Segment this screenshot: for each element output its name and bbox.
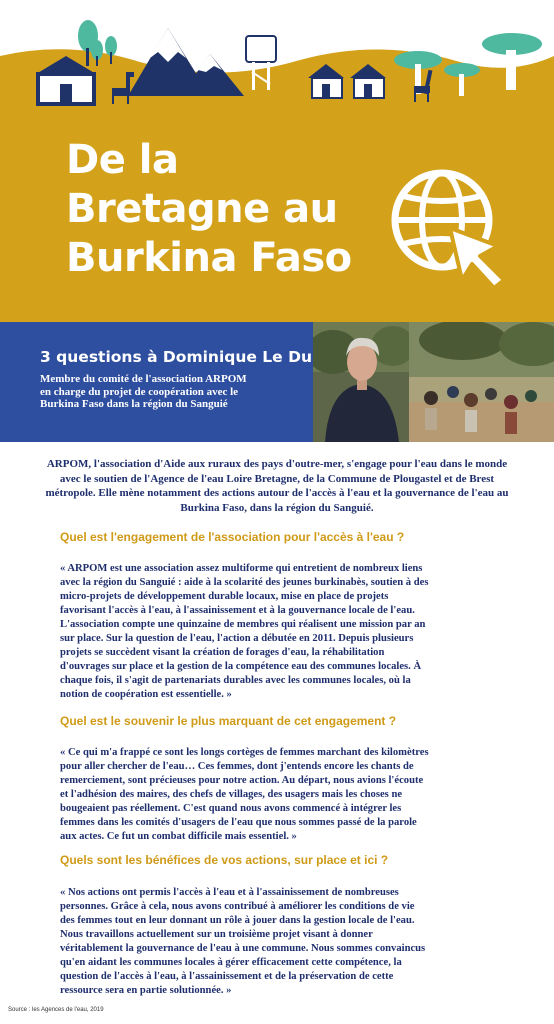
description-line: Burkina Faso dans la région du Sanguié [40,398,228,410]
answer-line: projets se succèdent visant la création de forages d'eau, la réhabilitation [60,647,385,658]
answer-line: « ARPOM est une association assez multiforme qui entretient de nombreux liens [60,563,423,574]
title-line: De la [66,137,179,183]
answer-line: d'ouvrages sur place et la gestion de la compétence eau des communes locales. À [60,661,422,672]
answer-line: sur place. Sur la question de l'eau, l'action a débutée en 2011. Depuis plusieurs [60,633,414,644]
answer-line: et l'adhésion des maires, des chefs de villages, des usagers mais les choses ne [60,789,403,800]
portrait-photo [313,322,415,442]
question-heading: Quel est l'engagement de l'association pour l'accès à l'eau ? [60,530,405,544]
answer-line: L'association compte une quinzaine de membres qui réalisent une mission par an [60,619,426,630]
answer-line: véritablement la gouvernance de l'eau à une commune. Nous sommes convaincus [60,943,426,954]
answer-line: Nous travaillons actuellement sur un troisième projet visant à donner [60,929,373,940]
intro-line: avec le soutien de l'Agence de l'eau Loire Bretagne, de la Commune de Plougastel et de Brest [59,472,495,485]
description-line: Membre du comité de l'association ARPOM [40,373,247,385]
title-line: Burkina Faso [66,235,352,281]
answer-line: ressource sera en partie solutionnée. » [60,985,232,996]
globe-cursor-icon [388,166,512,290]
intro-paragraph [24,457,530,515]
intro-line: métropole. Elle mène notamment des actions autour de l'accès à l'eau et la gouvernance de l'eau au [45,487,509,499]
answer-line: question de l'accès à l'eau, à l'assainissement et de la préservation de cette [60,971,394,982]
interview-band [0,322,313,442]
answer-line: qu'en aidant les communes locales à gérer efficacement cette compétence, la [60,957,402,968]
interview-title: 3 questions à Dominique Le Du [40,348,312,366]
answer-paragraph [60,746,540,844]
header-banner [0,0,554,322]
answer-line: remerciement, sont précieuses pour notre action. Au départ, nous avions l'écoute [60,775,424,786]
page-title [66,136,366,283]
answer-line: bougeaient pas réellement. C'est quand nous avons commencé à intégrer les [60,803,402,814]
answer-line: avec la région du Sanguié : aide à la scolarité des jeunes burkinabès, soutien à des [60,577,429,588]
intro-line: ARPOM, l'association d'Aide aux ruraux des pays d'outre-mer, s'engage pour l'eau dans le monde [46,458,508,470]
interviewee-description [40,373,305,411]
source-note: Source : les Agences de l'eau, 2019 [8,1007,104,1013]
answer-line: personnes. Grâce à cela, nous avons contribué à améliorer les conditions de vie [60,901,415,912]
answer-line: aux actes. Ce fut un combat difficile mais essentiel. » [60,831,297,842]
answer-line: notion de coopération est essentielle. » [60,689,232,700]
answer-paragraph [60,562,540,702]
photo-strip [313,322,554,442]
intro-line: Burkina Faso, dans la région du Sanguié. [180,501,374,514]
description-line: en charge du projet de coopération avec le [40,385,239,398]
answer-line: femmes dans les comités d'usagers de l'eau que nous sommes passé de la parole [60,817,417,828]
title-line: Bretagne au [66,186,338,232]
question-heading: Quels sont les bénéfices de vos actions, sur place et ici ? [60,853,389,867]
answer-line: « Nos actions ont permis l'accès à l'eau et à l'assainissement de nombreuses [60,887,399,898]
mountain-icon [128,28,244,96]
answer-line: micro-projets de développement durable locaux, mise en place de projets [60,591,389,602]
question-heading: Quel est le souvenir le plus marquant de cet engagement ? [60,714,397,728]
answer-line: « Ce qui m'a frappé ce sont les longs cortèges de femmes marchant des kilomètres [60,747,429,758]
answer-paragraph [60,886,540,998]
answer-line: des femmes tout en leur donnant un rôle à jouer dans la gestion locale de l'eau. [60,915,415,926]
answer-line: favorisant l'accès à l'eau, à l'assainissement et à la gouvernance locale de l'eau. [60,605,415,616]
answer-line: pour aller chercher de l'eau… Ces femmes, dont j'entends encore les chants de [60,761,414,772]
answer-line: chaque fois, il s'agit de partenariats durables avec les communes locales, où la [60,675,411,686]
village-meeting-photo [409,322,554,442]
